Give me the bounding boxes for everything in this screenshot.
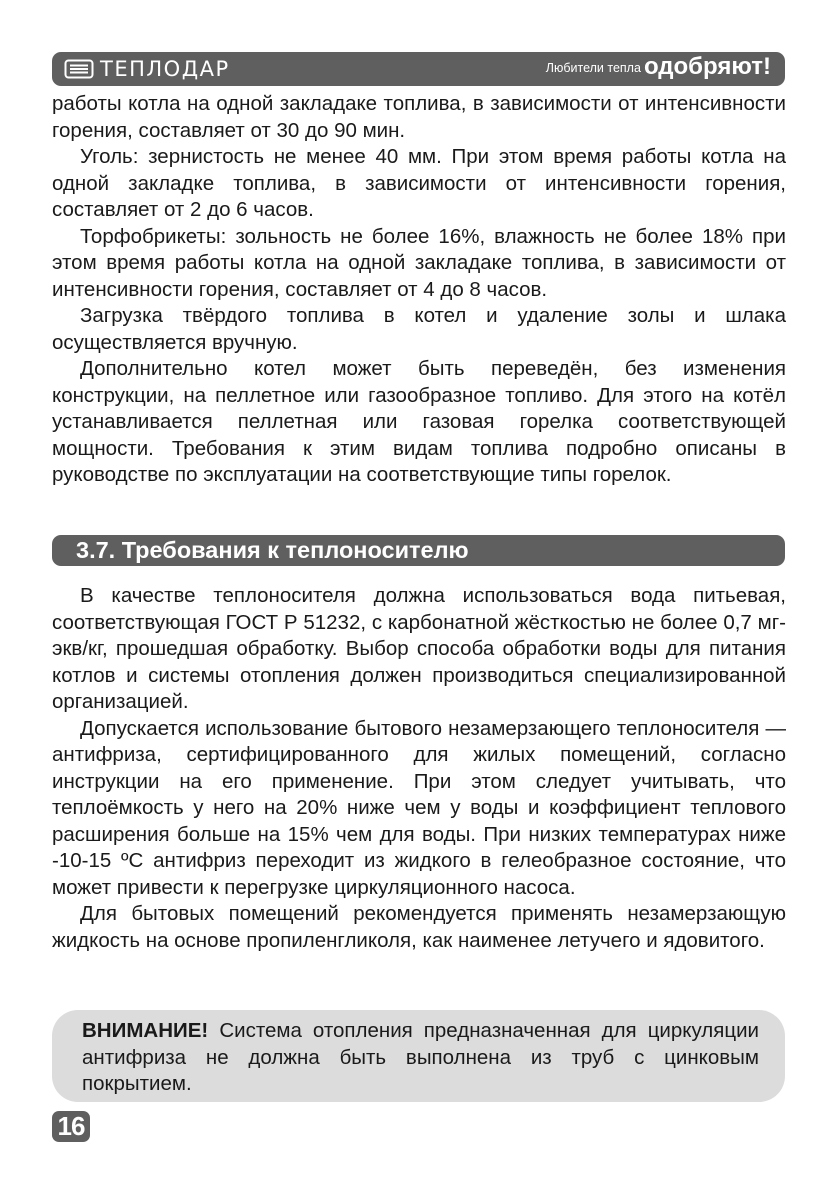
header-tagline bbox=[546, 53, 771, 85]
paragraph: Загрузка твёрдого топлива в котел и удаление золы и шлака осуществляется вручную. bbox=[52, 304, 786, 354]
page-number: 16 bbox=[52, 1111, 90, 1142]
tagline-big: одобряют! bbox=[643, 53, 771, 80]
brand-name: ТЕПЛОДАР bbox=[100, 57, 230, 81]
warning-label: ВНИМАНИЕ! bbox=[82, 1019, 209, 1042]
fuel-text-block bbox=[52, 91, 786, 489]
paragraph: Торфобрикеты: зольность не более 16%, влажность не более 18% при этом время работы котла на одной закладаке топлива, в зависимости от интенсивности горения, составляет от 4 до 8 часов. bbox=[52, 224, 786, 301]
section-title: 3.7. Требования к теплоносителю bbox=[76, 537, 469, 563]
paragraph: Для бытовых помещений рекомендуется применять незамерзающую жидкость на основе пропиленгликоля, как наименее летучего и ядовитого. bbox=[52, 902, 786, 952]
paragraph: Уголь: зернистость не менее 40 мм. При этом время работы котла на одной закладке топлива, в зависимости от интенсивности горения, составляет от 2 до 6 часов. bbox=[52, 145, 786, 221]
section-heading-bar bbox=[52, 535, 785, 566]
radiator-logo-icon bbox=[64, 59, 94, 79]
page-header bbox=[52, 52, 785, 86]
coolant-text-block bbox=[52, 583, 786, 954]
paragraph: В качестве теплоносителя должна использоваться вода питьевая, соответствующая ГОСТ Р 51232, с карбонатной жёсткостью не более 0,7 мг-экв/кг, прошедшая обработку. Выбор способа обработки воды для питания котлов и системы отопления должен производиться специализированной организацией. bbox=[52, 584, 786, 713]
paragraph: работы котла на одной закладаке топлива, в зависимости от интенсивности горения, составляет от 30 до 90 мин. bbox=[52, 92, 786, 142]
warning-body: Система отопления предназначенная для циркуляции антифриза не должна быть выполнена из труб с цинковым покрытием. bbox=[82, 1019, 759, 1095]
paragraph: Дополнительно котел может быть переведён, без изменения конструкции, на пеллетное или газообразное топливо. Для этого на котёл устанавливается пеллетная или газовая горелка соответствующей мощности. Требования к этим видам топлива подробно описаны в руководстве по эксплуатации на соответствующие типы горелок. bbox=[52, 357, 786, 486]
warning-text bbox=[82, 1018, 759, 1098]
brand-logo bbox=[64, 57, 230, 81]
paragraph: Допускается использование бытового незамерзающего теплоносителя — антифриза, сертифицированного для жилых помещений, согласно инструкции на его применение. При этом следует учитывать, что теплоёмкость у него на 20% ниже чем у воды и коэффициент теплового расширения больше на 15% чем для воды. При низких температурах ниже -10-15 ºС антифриз переходит из жидкого в гелеобразное состояние, что может привести к перегрузке циркуляционного насоса. bbox=[52, 716, 786, 899]
tagline-small: Любители тепла bbox=[545, 61, 641, 75]
warning-box bbox=[52, 1010, 785, 1102]
